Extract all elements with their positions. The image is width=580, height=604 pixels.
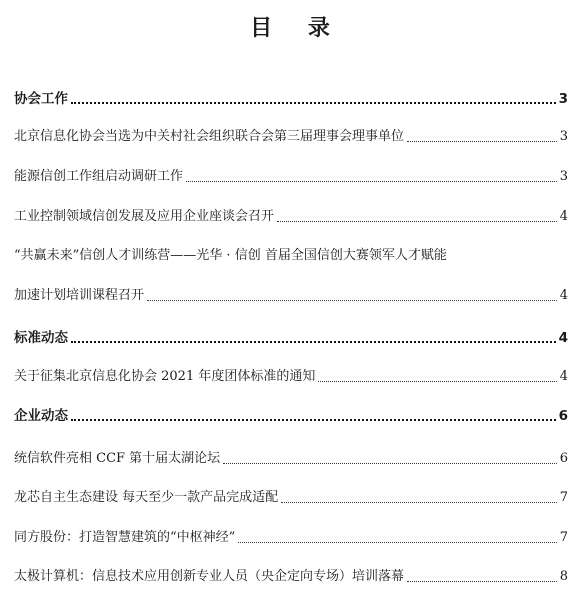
toc-entry[interactable] bbox=[14, 168, 568, 186]
toc-leader-dots bbox=[318, 381, 556, 382]
toc-entry[interactable] bbox=[14, 450, 568, 468]
toc-section-title: 协会工作 bbox=[14, 91, 68, 107]
toc-page-number: 7 bbox=[559, 490, 568, 505]
toc-entry-title: 工业控制领域信创发展及应用企业座谈会召开 bbox=[14, 209, 275, 224]
toc-section-title: 标准动态 bbox=[14, 330, 68, 346]
toc-page-number: 4 bbox=[559, 369, 568, 384]
toc-section-title: 企业动态 bbox=[14, 408, 68, 424]
toc-section-association-work[interactable] bbox=[14, 90, 568, 108]
toc-entry-title: 同方股份：打造智慧建筑的“中枢神经” bbox=[14, 530, 236, 545]
toc-entry[interactable] bbox=[14, 529, 568, 547]
toc-page-number: 4 bbox=[559, 288, 568, 303]
toc-leader-dots bbox=[238, 542, 556, 543]
toc-page-number: 4 bbox=[559, 209, 568, 224]
toc-entry-title: 龙芯自主生态建设 每天至少一款产品完成适配 bbox=[14, 490, 279, 505]
toc-entry[interactable] bbox=[14, 287, 568, 305]
toc-entry[interactable] bbox=[14, 489, 568, 507]
toc-leader-dots bbox=[71, 102, 556, 104]
toc-entry-title: 太极计算机：信息技术应用创新专业人员（央企定向专场）培训落幕 bbox=[14, 569, 405, 584]
toc-page-number: 7 bbox=[559, 530, 568, 545]
toc-entry-title: 关于征集北京信息化协会 2021 年度团体标准的通知 bbox=[14, 369, 316, 384]
toc-page-number: 3 bbox=[558, 91, 568, 107]
toc-leader-dots bbox=[71, 341, 556, 343]
toc-entry-title: 能源信创工作组启动调研工作 bbox=[14, 169, 184, 184]
toc-page-number: 6 bbox=[559, 451, 568, 466]
toc-entry[interactable] bbox=[14, 208, 568, 226]
toc-leader-dots bbox=[223, 463, 557, 464]
toc-entry[interactable] bbox=[14, 368, 568, 386]
toc-leader-dots bbox=[186, 181, 557, 182]
toc-leader-dots bbox=[407, 141, 557, 142]
toc-entry-title: 加速计划培训课程召开 bbox=[14, 288, 145, 303]
toc-page-number: 4 bbox=[558, 330, 568, 346]
toc-entry-title-line1[interactable]: “共赢未来”信创人才训练营——光华 · 信创 首届全国信创大赛领军人才赋能 bbox=[14, 248, 447, 263]
toc-leader-dots bbox=[71, 419, 556, 421]
page-title: 目 录 bbox=[250, 16, 344, 41]
toc-leader-dots bbox=[281, 502, 557, 503]
toc-page-number: 3 bbox=[559, 129, 568, 144]
toc-leader-dots bbox=[277, 221, 557, 222]
toc-page-number: 8 bbox=[559, 569, 568, 584]
toc-entry[interactable] bbox=[14, 128, 568, 146]
toc-entry-title: 统信软件亮相 CCF 第十届太湖论坛 bbox=[14, 451, 221, 466]
toc-section-enterprise-news[interactable] bbox=[14, 407, 568, 425]
toc-entry-title: 北京信息化协会当选为中关村社会组织联合会第三届理事会理事单位 bbox=[14, 129, 405, 144]
toc-leader-dots bbox=[147, 300, 557, 301]
toc-entry[interactable] bbox=[14, 568, 568, 586]
toc-page-number: 6 bbox=[558, 408, 568, 424]
toc-section-standards[interactable] bbox=[14, 329, 568, 347]
toc-leader-dots bbox=[407, 581, 557, 582]
toc-page-number: 3 bbox=[559, 169, 568, 184]
